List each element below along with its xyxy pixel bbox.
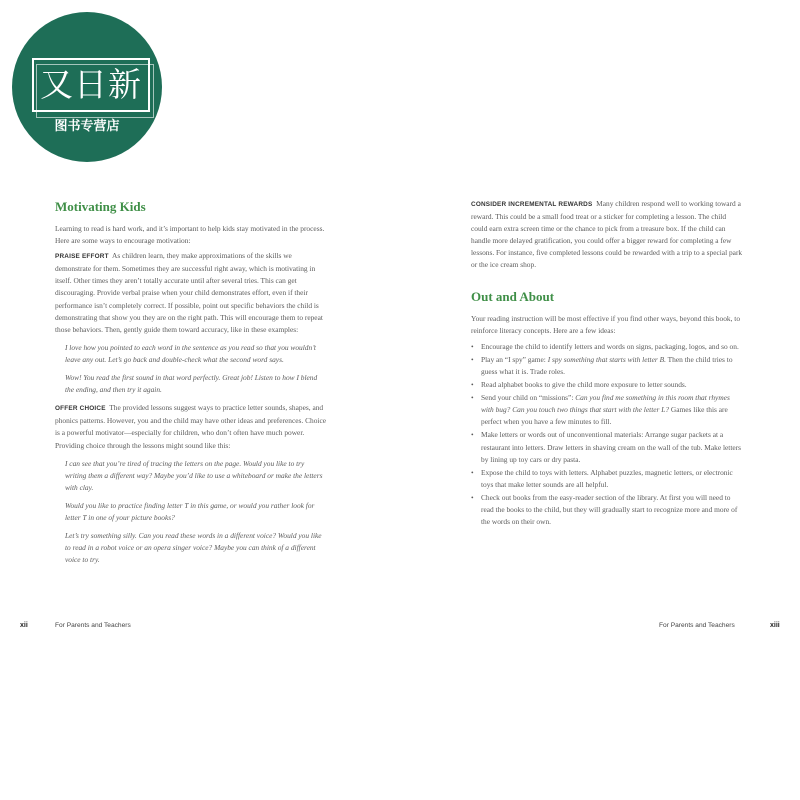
right-running-footer: For Parents and Teachers: [659, 622, 735, 629]
choice-quote: Let’s try something silly. Can you read these words in a different voice? Would you like to read in a robot voice or an opera singer voice? Maybe you can think of a different voice to try.: [65, 531, 322, 565]
list-item: [471, 379, 743, 391]
bullet-icon: •: [471, 430, 474, 440]
motivating-intro: Learning to read is hard work, and it’s important to help kids stay motivated in the process. Here are some ways to encourage motivation:: [55, 224, 325, 246]
bullet-icon: •: [471, 467, 474, 477]
logo-main-text: 又日新: [40, 65, 142, 104]
offer-choice-text: The provided lessons suggest ways to practice letter sounds, shapes, and phonics patterns. However, you and the child may have other ideas and preferences. Choice is a powerful motivator—especially for children, who don’t often have much power. Providing choice through the lessons might sound like this:: [55, 403, 327, 450]
logo-sub-text: 图书专营店: [54, 119, 120, 134]
list-item: [471, 429, 743, 465]
offer-choice-lead: OFFER CHOICE: [55, 405, 106, 413]
praise-effort-text: As children learn, they make approximations of the skills we demonstrate for them. Sometimes they are successful right away, which is motivating in itself. Other times they aren’t totally accurate until after several tries. This can get discouraging. Provide verbal praise when your child demonstrates effort, even if their performance isn’t completely correct. If possible, point out specific behaviors the child is demonstrating that show you they are on the right path. This will encourage them to repeat those behaviors. Then, gently guide them toward accuracy, like in these examples:: [55, 251, 323, 334]
bullet-icon: •: [471, 393, 474, 403]
list-item-text: Encourage the child to identify letters and words on signs, packaging, logos, and so on.: [481, 341, 739, 351]
list-item: [471, 492, 743, 528]
bullet-icon: •: [471, 341, 474, 351]
choice-quote: Would you like to practice finding letter T in this game, or would you rather look for letter T in one of your picture books?: [65, 500, 315, 522]
out-and-about-heading: Out and About: [471, 288, 555, 304]
choice-quote: I can see that you’re tired of tracing the letters on the page. Would you like to try writing them a different way? Maybe you’d like to use a whiteboard or make the letters with clay.: [65, 458, 323, 492]
list-item: [471, 341, 743, 353]
praise-quote: Wow! You read the first sound in that word perfectly. Great job! Listen to how I blend the ending, and then try it again.: [65, 373, 318, 395]
ideas-list: [471, 341, 743, 528]
rewards-text: Many children respond well to working toward a reward. This could be a small food treat or a sticker for completing a lesson. The child could earn extra screen time or the chance to pick from a treasure box. If the child can handle more delayed gratification, you could offer a bigger reward for completing a few lessons. For instance, five completed lessons could be rewarded with a trip to a special park or the ice cream shop.: [471, 199, 743, 270]
list-item-text: Expose the child to toys with letters. Alphabet puzzles, magnetic letters, or electronic toys that make letter sounds are all helpful.: [481, 467, 733, 489]
rewards-lead: CONSIDER INCREMENTAL REWARDS: [471, 201, 593, 208]
list-item-text: Then the child tries to guess what it is. Trade roles.: [481, 354, 733, 376]
list-item-italic: I spy something that starts with letter B.: [547, 354, 666, 364]
bullet-icon: •: [471, 380, 474, 390]
list-item: [471, 467, 743, 491]
right-page-number: xiii: [770, 622, 780, 629]
motivating-kids-heading: Motivating Kids: [55, 199, 146, 214]
rewards-paragraph: [471, 198, 743, 272]
left-page-number: xii: [20, 622, 28, 629]
right-page-column: [471, 198, 743, 529]
left-running-footer: For Parents and Teachers: [55, 622, 131, 629]
bullet-icon: •: [471, 492, 474, 502]
bullet-icon: •: [471, 354, 474, 364]
list-item: [471, 392, 743, 428]
list-item-italic: Can you find me something in this room that rhymes with bug? Can you touch two things that start with the letter L?: [481, 393, 730, 415]
store-logo: [12, 12, 162, 162]
praise-quote: I love how you pointed to each word in the sentence as you read so that you wouldn’t leave any out. Let’s go back and double-check what the second word says.: [65, 342, 316, 364]
list-item-text: Read alphabet books to give the child more exposure to letter sounds.: [481, 380, 687, 390]
list-item-text: Check out books from the easy-reader section of the library. At first you will need to read the books to the child, but they will gradually start to recognize more and more of the words on their own.: [481, 492, 738, 527]
list-item: [471, 354, 743, 378]
left-page-column: [55, 198, 327, 572]
list-item-text: Make letters or words out of unconventional materials: Arrange sugar packets at a restaurant into letters. Draw letters in shaving cream on the wall of the tub. Make letters by lining up toy cars or dry pasta.: [481, 430, 742, 464]
list-item-text: Play an “I spy” game:: [481, 354, 548, 364]
praise-effort-paragraph: [55, 250, 327, 336]
list-item-text: Games like this are perfect when you have a few minutes to fill.: [481, 405, 728, 427]
out-and-about-intro: Your reading instruction will be most effective if you find other ways, beyond this book, to reinforce literacy concepts. Here are a few ideas:: [471, 313, 741, 335]
list-item-text: Send your child on “missions”:: [481, 393, 576, 403]
praise-effort-lead: PRAISE EFFORT: [55, 253, 109, 261]
offer-choice-paragraph: [55, 402, 327, 451]
